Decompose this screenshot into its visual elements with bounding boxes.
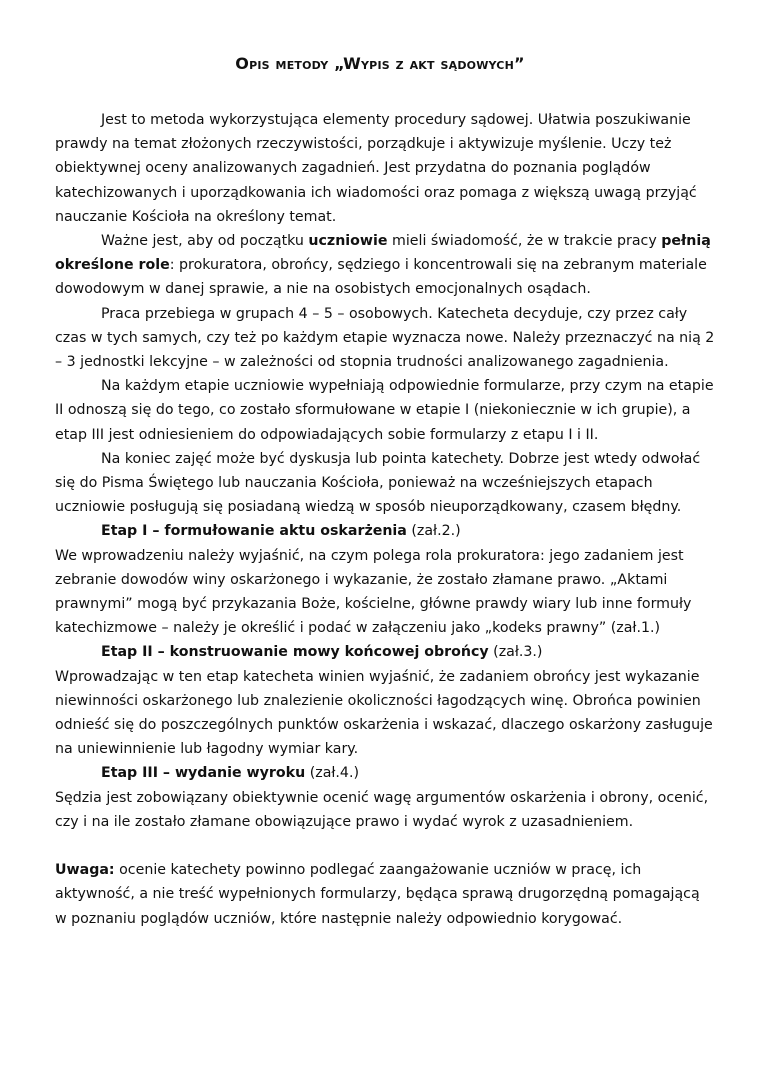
groups-paragraph: Praca przebiega w grupach 4 – 5 – osobowych. Katecheta decyduje, czy przez cały czas w tych samych, czy też po każdym etapie wyznacza nowe. Należy przeznaczyć na nią 2 – 3 jednostki lekcyjne – w zależności od stopnia trudności analizowanego zagadnienia.: [55, 305, 715, 371]
forms-paragraph: Na każdym etapie uczniowie wypełniają odpowiednie formularze, przy czym na etapie II odnoszą się do tego, co zostało sformułowane w etapie I (niekoniecznie w ich grupie), a etap III jest odniesieniem do odpowiadających sobie formularzy z etapu I i II.: [55, 378, 714, 443]
stage1-paragraph: We wprowadzeniu należy wyjaśnić, na czym polega rola prokuratora: jego zadaniem jest zebranie dowodów winy oskarżonego i wykazanie, że zostało złamane prawo. „Aktami prawnymi” mogą być przykazania Boże, kościelne, główne prawdy wiary lub inne formuły katechizmowe – należy je określić i podać w załączeniu jako „kodeks prawny” (zał.1.): [55, 547, 692, 637]
stage3-heading-title: Etap III – wydanie wyroku: [101, 765, 306, 782]
ending-paragraph: Na koniec zajęć może być dyskusja lub pointa katechety. Dobrze jest wtedy odwołać się do Pisma Świętego lub nauczania Kościoła, ponieważ na wcześniejszych etapach uczniowie posługują się posiadaną wiedzą w sposób nieuporządkowany, czasem błędny.: [55, 450, 701, 516]
stage3-heading: [55, 761, 715, 785]
roles-text-3: : prokuratora, obrońcy, sędziego i koncentrowali się na zebranym materiale dowodowym w danej sprawie, a nie na osobistych emocjonalnych osądach.: [55, 257, 707, 298]
roles-bold-roles: pełnią określone role: [55, 233, 711, 274]
roles-paragraph: [55, 229, 715, 302]
roles-text-1: Ważne jest, aby od początku: [101, 233, 309, 250]
stage2-heading-title: Etap II – konstruowanie mowy końcowej obrońcy: [101, 644, 489, 661]
stage1-heading-title: Etap I – formułowanie aktu oskarżenia: [101, 523, 407, 540]
stage1-heading: [55, 519, 715, 543]
roles-text-2: mieli świadomość, że w trakcie pracy: [387, 233, 662, 250]
spacer: [55, 834, 715, 858]
note-paragraph: [55, 858, 715, 931]
stage1-heading-ref: (zał.2.): [406, 523, 461, 540]
stage3-paragraph: Sędzia jest zobowiązany obiektywnie ocenić wagę argumentów oskarżenia i obrony, ocenić, czy i na ile zostało złamane obowiązujące prawo i wydać wyrok z uzasadnieniem.: [55, 789, 709, 830]
note-label: Uwaga:: [55, 862, 115, 879]
stage3-heading-ref: (zał.4.): [305, 765, 360, 782]
stage2-paragraph: Wprowadzając w ten etap katecheta winien wyjaśnić, że zadaniem obrońcy jest wykazanie niewinności oskarżonego lub znalezienie okoliczności łagodzących winę. Obrońca powinien odnieść się do poszczególnych punktów oskarżenia i wskazać, dlaczego oskarżony zasługuje na uniewinnienie lub łagodny wymiar kary.: [55, 668, 713, 758]
stage2-heading: [55, 640, 715, 664]
note-text: ocenie katechety powinno podlegać zaangażowanie uczniów w pracę, ich aktywność, a nie treść wypełnionych formularzy, będąca sprawą drugorzędną pomagającą w poznaniu poglądów uczniów, które następnie należy odpowiednio korygować.: [55, 862, 700, 927]
document-title: Opis metody „Wypis z akt sądowych”: [235, 54, 525, 73]
stage2-heading-ref: (zał.3.): [488, 644, 543, 661]
intro-paragraph: Jest to metoda wykorzystująca elementy procedury sądowej. Ułatwia poszukiwanie prawdy na temat złożonych rzeczywistości, porządkuje i aktywizuje myślenie. Uczy też obiektywnej oceny analizowanych zagadnień. Jest przydatna do poznania poglądów katechizowanych i uporządkowania ich wiadomości oraz pomaga z większą uwagą przyjąć nauczanie Kościoła na określony temat.: [55, 112, 697, 225]
document-body: [55, 108, 715, 931]
roles-bold-students: uczniowie: [308, 233, 388, 250]
